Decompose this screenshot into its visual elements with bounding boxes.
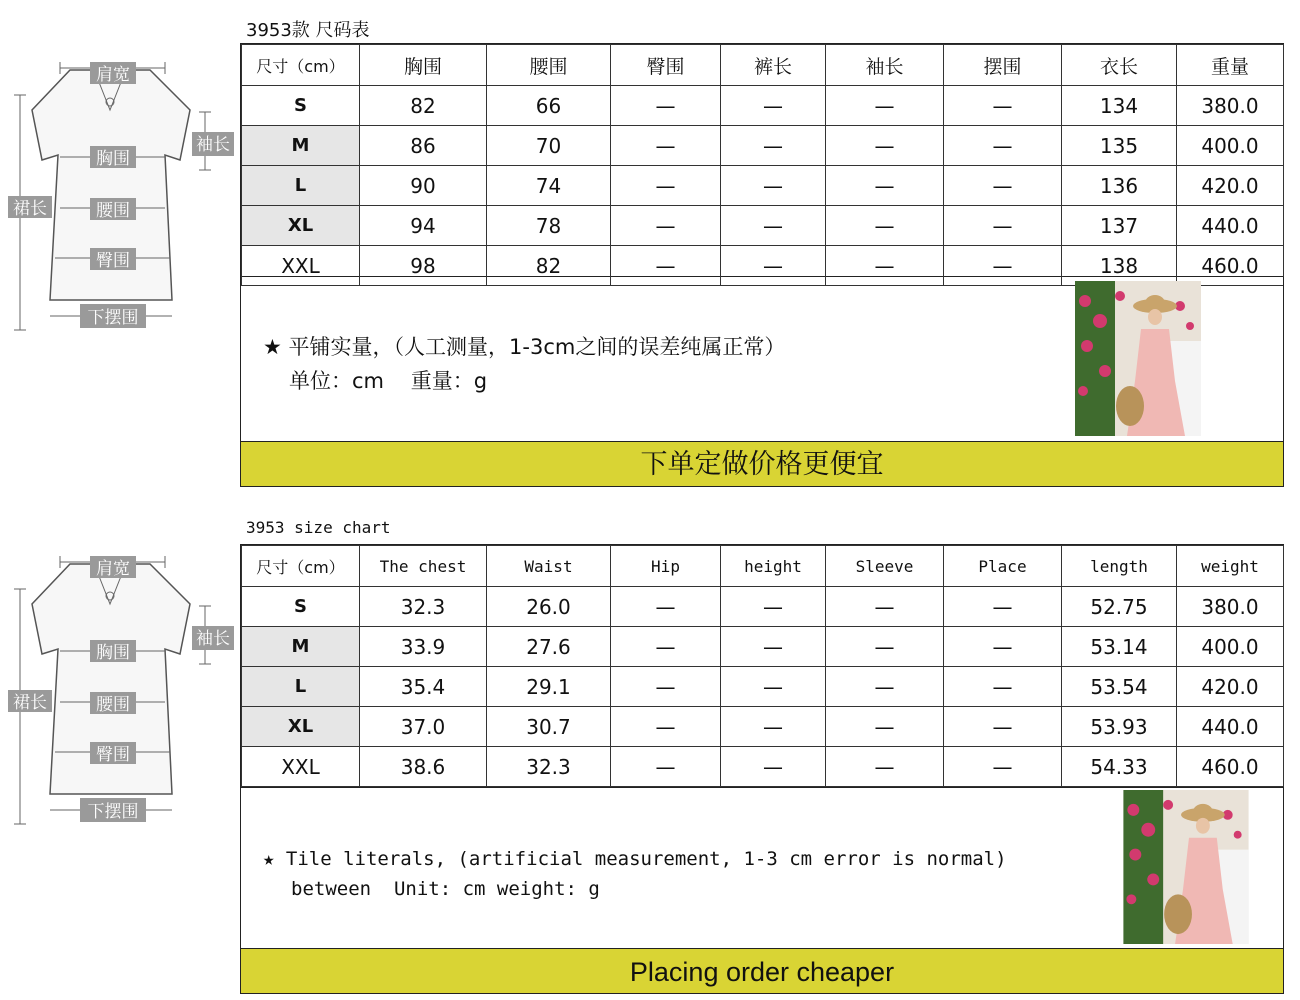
table-cell: — [611,126,721,166]
chart-title: 3953 size chart [246,518,391,537]
table-cell: 29.1 [487,667,611,707]
table-cell: — [826,206,944,246]
header-hem: 摆围 [944,45,1062,86]
note-line-1 [263,331,785,361]
table-row [242,667,1284,707]
table-row [242,206,1284,246]
header-weight: 重量 [1177,45,1284,86]
note-text-1: Tile literals, (artificial measurement, 1-3 cm error is normal) [285,848,1007,870]
table-cell: 53.54 [1062,667,1177,707]
table-cell: 37.0 [360,707,487,747]
table-cell: — [611,166,721,206]
header-row [242,546,1284,587]
table-cell: — [826,627,944,667]
table-cell: — [944,627,1062,667]
table-cell: — [611,707,721,747]
label-sleeve: 袖长 [196,135,230,155]
table-cell: 400.0 [1177,627,1284,667]
note-text-1: 平铺实量，（人工测量，1-3cm之间的误差纯属正常） [288,335,786,359]
size-cell: L [242,166,360,206]
table-cell: — [721,667,826,707]
notes-area [240,788,1284,948]
table-cell: — [826,246,944,286]
table-cell: 90 [360,166,487,206]
table-cell: 32.3 [360,587,487,627]
header-size: 尺寸（cm） [242,546,360,587]
table-cell: 94 [360,206,487,246]
note-line-2: 单位：cm 重量：g [289,369,488,393]
table-cell: 52.75 [1062,587,1177,627]
header-length: length [1062,546,1177,587]
header-chest: 胸围 [360,45,487,86]
table-cell: — [611,627,721,667]
table-cell: — [826,587,944,627]
table-cell: — [611,587,721,627]
note-line-2: between Unit: cm weight: g [291,878,600,900]
header-pants-length: 裤长 [721,45,826,86]
header-size: 尺寸（cm） [242,45,360,86]
size-cell: XL [242,206,360,246]
size-cell: XXL [242,246,360,286]
header-waist: 腰围 [487,45,611,86]
table-cell: 38.6 [360,747,487,787]
table-cell: 26.0 [487,587,611,627]
table-cell: 460.0 [1177,747,1284,787]
star-icon: ★ [263,335,282,359]
promo-banner: Placing order cheaper [240,948,1284,994]
table-cell: 33.9 [360,627,487,667]
table-cell: 78 [487,206,611,246]
table-cell: 82 [360,86,487,126]
table-cell: — [944,747,1062,787]
label-waist: 腰围 [96,201,130,221]
size-cell: L [242,667,360,707]
table-cell: 30.7 [487,707,611,747]
table-cell: 136 [1062,166,1177,206]
table-cell: — [944,126,1062,166]
header-hip: 臀围 [611,45,721,86]
note-line-1 [263,848,1007,870]
label-hem: 下摆围 [87,802,139,822]
table-cell: — [721,747,826,787]
table-cell: — [944,166,1062,206]
product-photo [1075,281,1201,436]
table-cell: — [944,246,1062,286]
size-cell: M [242,627,360,667]
size-table [241,44,1284,286]
chart-title: 3953款 尺码表 [246,20,370,41]
table-cell: 27.6 [487,627,611,667]
table-cell: — [826,166,944,206]
size-cell: XL [242,707,360,747]
table-row [242,166,1284,206]
table-cell: 134 [1062,86,1177,126]
label-sleeve: 袖长 [196,629,230,649]
table-cell: 135 [1062,126,1177,166]
size-cell: S [242,587,360,627]
table-cell: — [944,707,1062,747]
table-cell: 440.0 [1177,707,1284,747]
table-cell: 460.0 [1177,246,1284,286]
table-cell: 440.0 [1177,206,1284,246]
promo-banner: 下单定做价格更便宜 [240,441,1284,487]
size-table-box [240,43,1284,277]
table-cell: 420.0 [1177,667,1284,707]
size-table [241,545,1284,787]
header-height: height [721,546,826,587]
table-row [242,86,1284,126]
header-sleeve: Sleeve [826,546,944,587]
table-cell: — [721,166,826,206]
table-cell: — [611,246,721,286]
table-cell: — [721,126,826,166]
label-hip: 臀围 [96,745,130,765]
table-cell: 53.14 [1062,627,1177,667]
table-cell: — [721,246,826,286]
table-cell: 53.93 [1062,707,1177,747]
table-cell: — [944,86,1062,126]
size-cell: M [242,126,360,166]
header-waist: Waist [487,546,611,587]
table-cell: — [944,206,1062,246]
table-cell: 420.0 [1177,166,1284,206]
dress-measurement-diagram [0,534,240,834]
table-cell: 82 [487,246,611,286]
table-row [242,747,1284,787]
label-hip: 臀围 [96,251,130,271]
notes-area [240,277,1284,441]
table-cell: 86 [360,126,487,166]
star-icon: ★ [263,848,275,870]
table-row [242,126,1284,166]
table-cell: 380.0 [1177,86,1284,126]
table-cell: — [721,86,826,126]
table-row [242,707,1284,747]
table-cell: 35.4 [360,667,487,707]
table-cell: — [944,667,1062,707]
label-length: 裙长 [13,199,47,219]
label-waist: 腰围 [96,695,130,715]
table-cell: — [611,747,721,787]
label-chest: 胸围 [96,149,130,169]
table-cell: 98 [360,246,487,286]
table-cell: — [721,206,826,246]
table-cell: 400.0 [1177,126,1284,166]
header-weight: weight [1177,546,1284,587]
table-cell: 74 [487,166,611,206]
table-cell: — [826,86,944,126]
table-cell: — [826,707,944,747]
table-cell: 66 [487,86,611,126]
header-place: Place [944,546,1062,587]
label-hem: 下摆围 [87,308,139,328]
label-shoulder: 肩宽 [96,559,130,579]
size-cell: S [242,86,360,126]
header-hip: Hip [611,546,721,587]
table-cell: 380.0 [1177,587,1284,627]
table-cell: — [826,667,944,707]
table-row [242,627,1284,667]
table-cell: 138 [1062,246,1177,286]
label-chest: 胸围 [96,643,130,663]
table-cell: 54.33 [1062,747,1177,787]
table-cell: — [611,667,721,707]
header-length: 衣长 [1062,45,1177,86]
size-chart-en [0,500,1300,1000]
product-photo [1123,790,1249,944]
table-cell: — [826,126,944,166]
table-cell: — [826,747,944,787]
table-cell: — [611,86,721,126]
table-row [242,587,1284,627]
table-cell: 32.3 [487,747,611,787]
table-cell: 137 [1062,206,1177,246]
header-chest: The chest [360,546,487,587]
table-cell: — [721,627,826,667]
header-row [242,45,1284,86]
table-cell: — [721,707,826,747]
table-cell: — [944,587,1062,627]
size-cell: XXL [242,747,360,787]
table-cell: — [721,587,826,627]
dress-measurement-diagram [0,40,240,340]
label-length: 裙长 [13,693,47,713]
table-cell: 70 [487,126,611,166]
size-table-box [240,544,1284,788]
header-sleeve: 袖长 [826,45,944,86]
table-cell: — [611,206,721,246]
label-shoulder: 肩宽 [96,65,130,85]
